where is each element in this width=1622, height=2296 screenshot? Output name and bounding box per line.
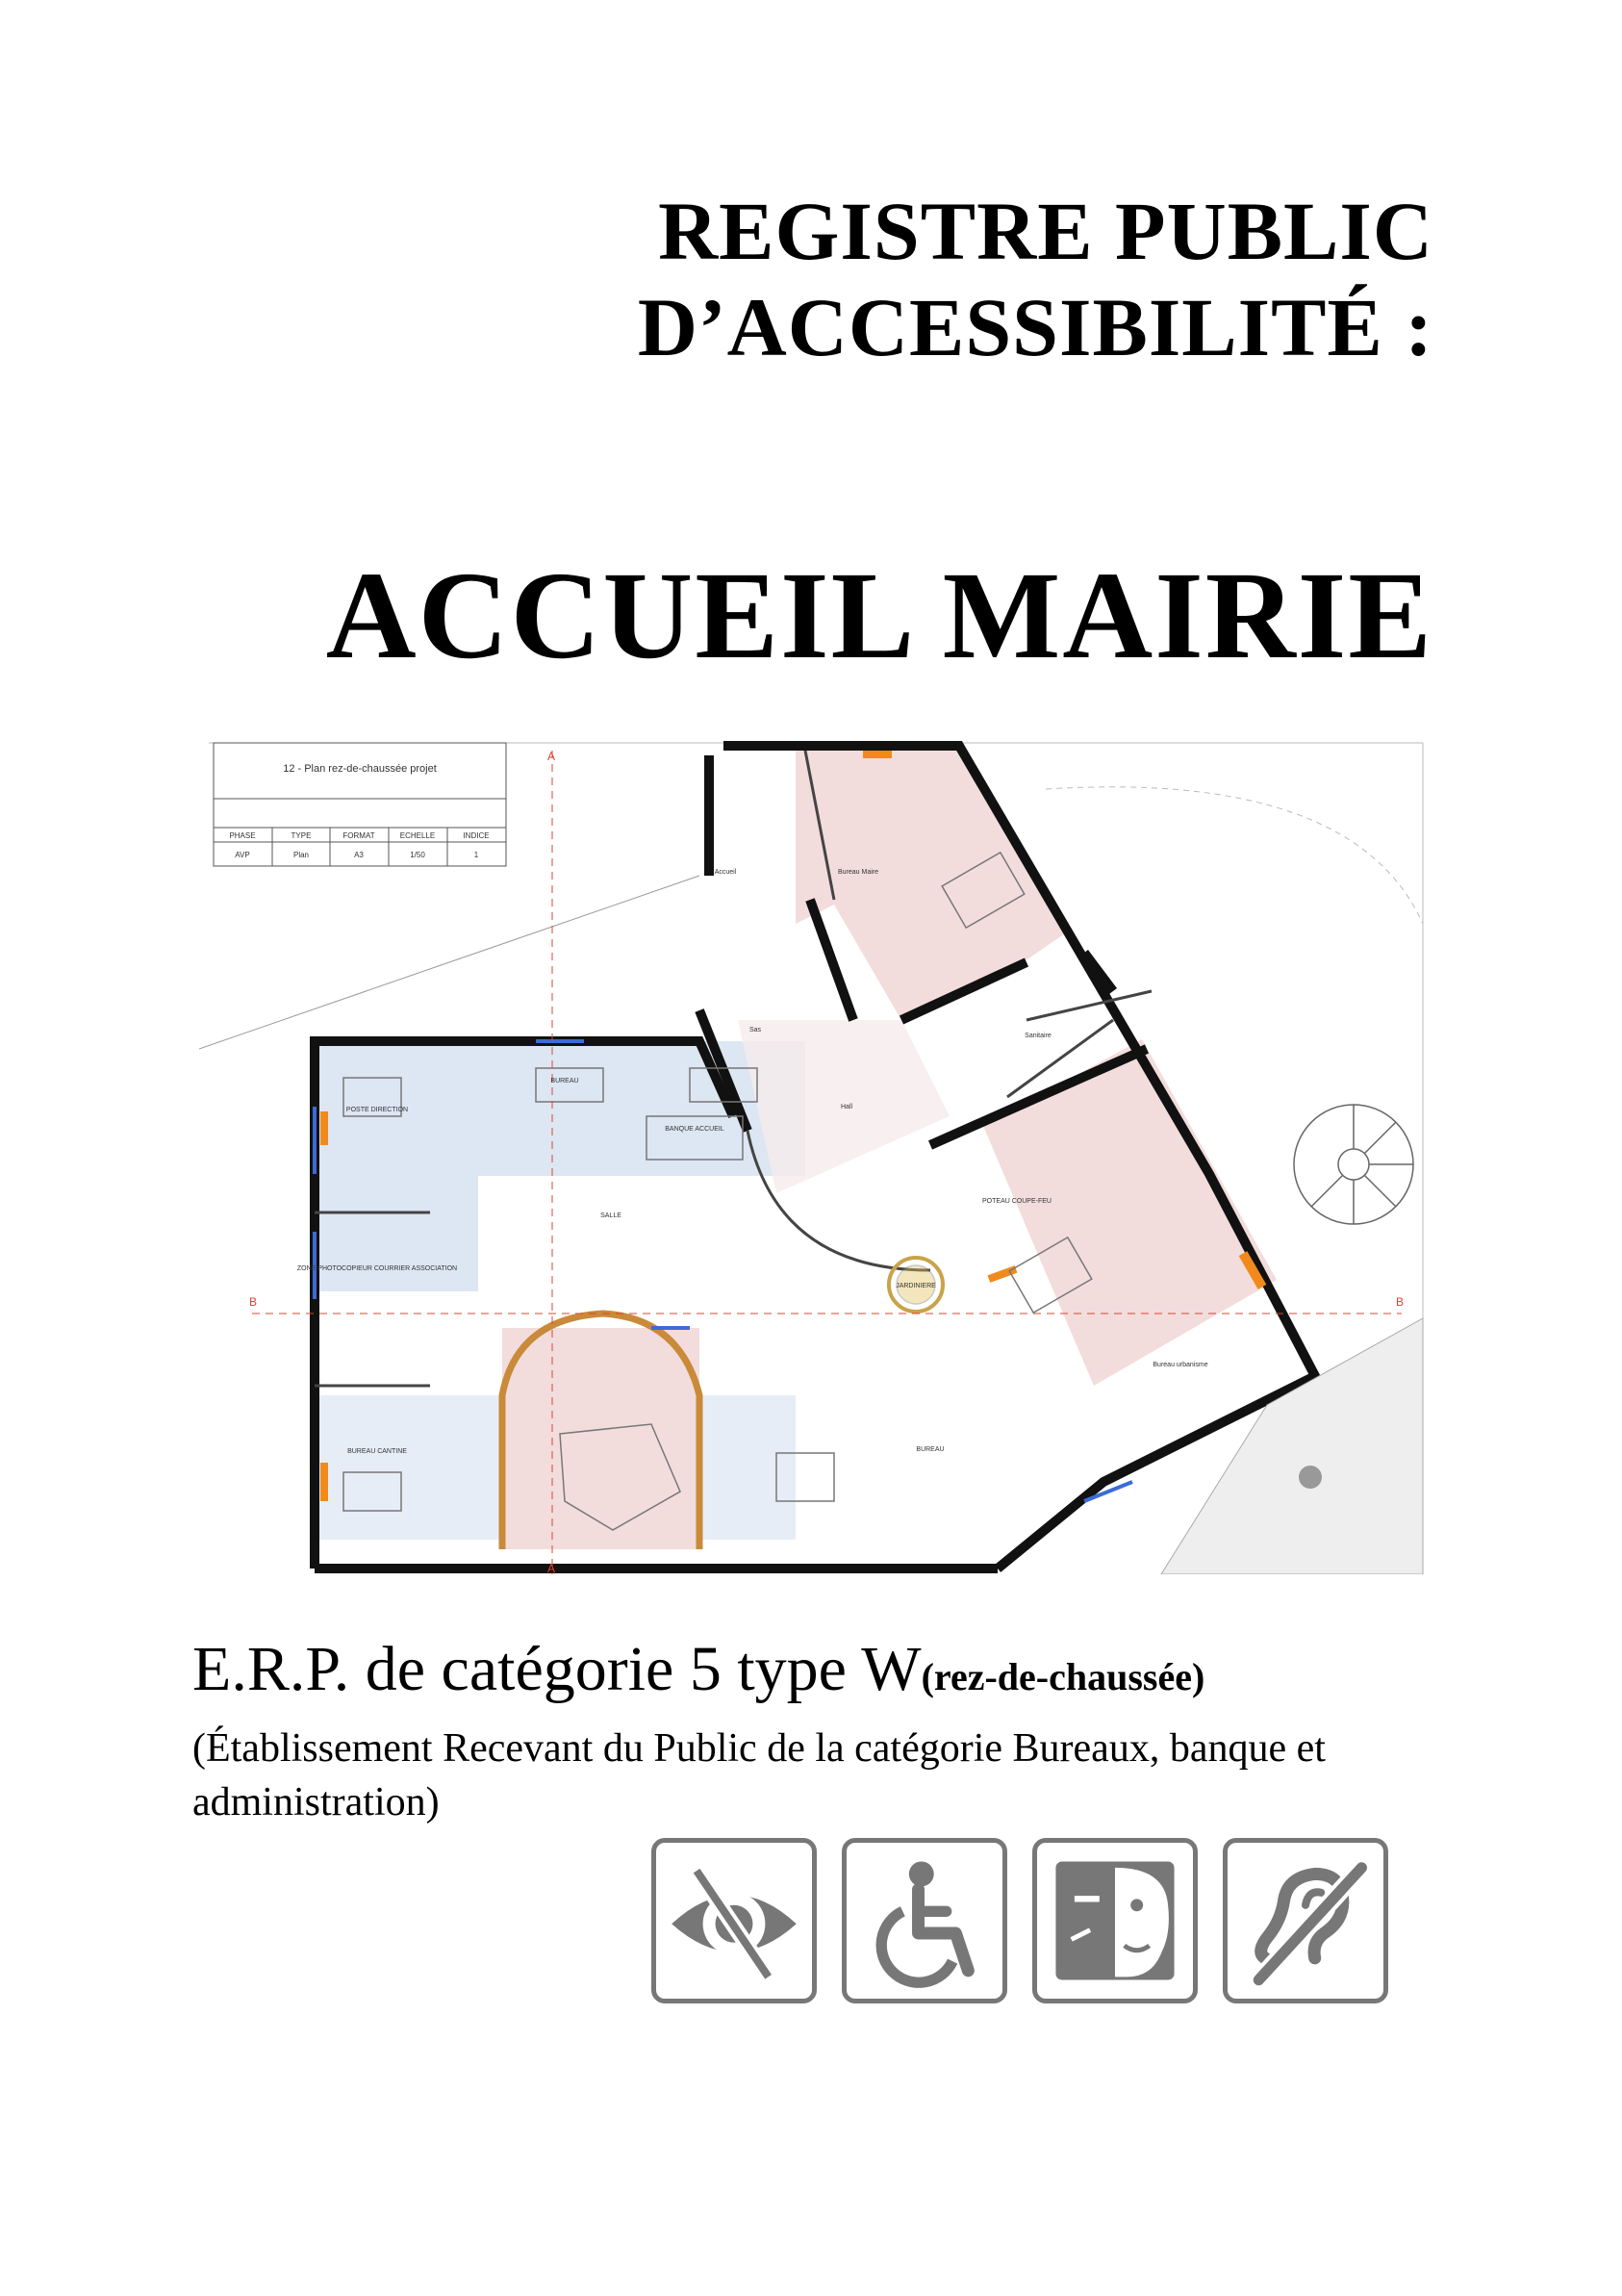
room-label: Bureau Maire xyxy=(837,869,879,876)
cartouche-header: ECHELLE xyxy=(399,831,436,840)
title-registre xyxy=(638,183,1433,375)
plan-cartouche xyxy=(214,743,506,866)
erp-category-text: E.R.P. de catégorie 5 type W xyxy=(192,1634,922,1704)
erp-block xyxy=(192,1631,1443,1829)
title-accueil-mairie: ACCUEIL MAIRIE xyxy=(325,547,1433,685)
room-label: Sanitaire xyxy=(1025,1033,1052,1039)
cartouche-header: TYPE xyxy=(291,831,312,840)
room-label: SALLE xyxy=(600,1212,621,1219)
section-mark-a: A xyxy=(547,1562,556,1574)
room-label: BUREAU CANTINE xyxy=(347,1448,407,1455)
room-label: BANQUE ACCUEIL xyxy=(665,1126,724,1133)
hearing-impairment-icon xyxy=(1223,1838,1388,2003)
room-label: Bureau urbanisme xyxy=(1153,1362,1208,1368)
room-label: Hall xyxy=(840,1104,853,1110)
cartouche-title: 12 - Plan rez-de-chaussée projet xyxy=(283,763,437,775)
room-label: Sas xyxy=(748,1027,762,1033)
visual-impairment-icon xyxy=(651,1838,817,2003)
cartouche-value: 1 xyxy=(473,851,479,859)
room-label: POTEAU COUPE-FEU xyxy=(982,1198,1052,1205)
erp-description: (Établissement Recevant du Public de la catégorie Bureaux, banque et administration) xyxy=(192,1726,1326,1824)
title-line-2: D’ACCESSIBILITÉ : xyxy=(637,281,1433,373)
cartouche-value: AVP xyxy=(235,851,250,859)
title-line-1: REGISTRE PUBLIC xyxy=(658,185,1433,277)
section-mark-b: B xyxy=(1396,1295,1405,1309)
room-label: BUREAU xyxy=(550,1078,579,1084)
floor-plan-image xyxy=(199,731,1432,1574)
cartouche-value: 1/50 xyxy=(410,851,425,859)
room-label: Accueil xyxy=(714,869,737,876)
mental-disability-icon xyxy=(1032,1838,1198,2003)
room-label: POSTE DIRECTION xyxy=(345,1107,409,1113)
cartouche-header: INDICE xyxy=(463,831,490,840)
cartouche-value: Plan xyxy=(292,851,310,859)
room-label: BUREAU xyxy=(916,1446,945,1453)
cartouche-value: A3 xyxy=(354,851,364,859)
room-label: ZONE PHOTOCOPIEUR COURRIER ASSOCIATION xyxy=(296,1265,458,1272)
section-mark-a: A xyxy=(547,750,556,763)
erp-category xyxy=(192,1631,1443,1716)
cartouche-header: PHASE xyxy=(229,831,256,840)
room-label: JARDINIERE xyxy=(896,1283,936,1289)
wheelchair-icon xyxy=(842,1838,1007,2003)
section-mark-b: B xyxy=(249,1295,258,1309)
erp-level: (rez-de-chaussée) xyxy=(921,1655,1205,1698)
cartouche-header: FORMAT xyxy=(342,831,375,840)
